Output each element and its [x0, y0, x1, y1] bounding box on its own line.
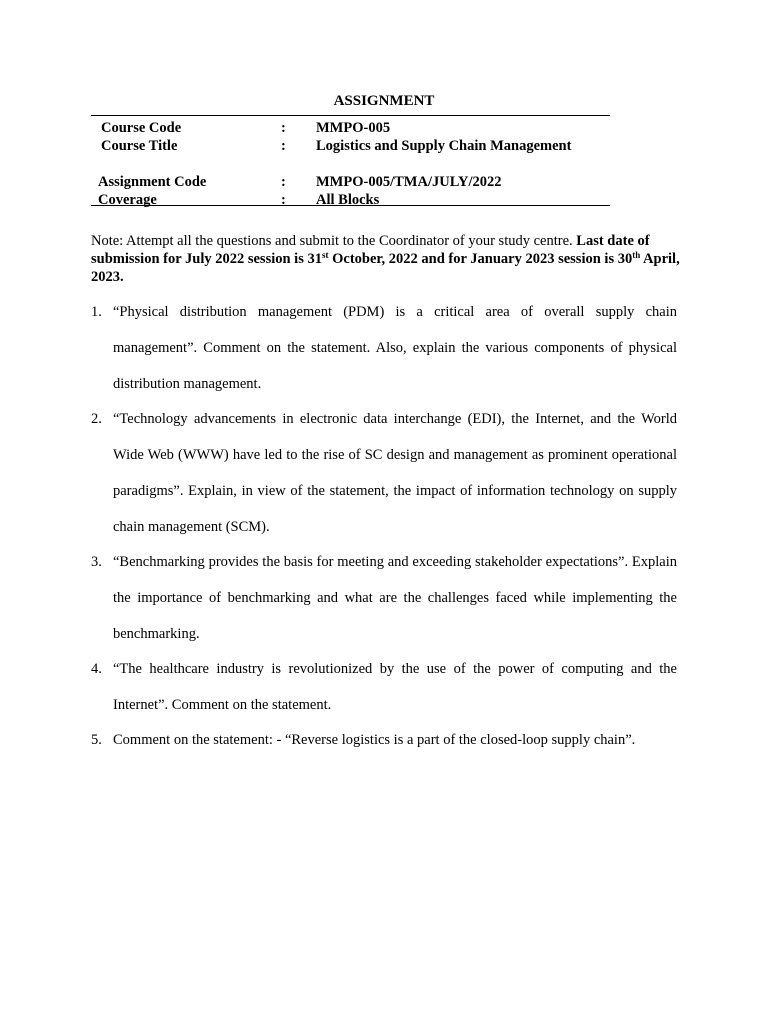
- assignment-heading: ASSIGNMENT: [333, 93, 435, 109]
- note-deadline: Last date of submission for July 2022 session is 31st October, 2022 and for January 2023 session is 30th April, 2023.: [91, 233, 680, 285]
- course-code-row: [91, 119, 610, 137]
- assignment-code-colon: :: [281, 174, 286, 190]
- question-number: 3.: [91, 554, 102, 570]
- question-text: “Physical distribution management (PDM) is a critical area of overall supply chain management”. Comment on the statement. Also, explain the various components of physical distribution management.: [113, 304, 677, 392]
- assignment-code-label: Assignment Code: [98, 174, 207, 190]
- course-code-colon: :: [281, 120, 286, 136]
- course-info-table: [91, 115, 610, 206]
- course-title-colon: :: [281, 138, 286, 154]
- question-text: Comment on the statement: - “Reverse logistics is a part of the closed-loop supply chain”.: [113, 732, 636, 748]
- question-item: [91, 544, 677, 652]
- course-code-label: Course Code: [101, 120, 182, 136]
- question-number: 1.: [91, 304, 102, 320]
- question-number: 5.: [91, 732, 102, 748]
- question-text: “The healthcare industry is revolutionized by the use of the power of computing and the Internet”. Comment on the statement.: [113, 661, 677, 713]
- question-number: 4.: [91, 661, 102, 677]
- submission-note: [91, 232, 691, 286]
- course-title-label: Course Title: [101, 138, 178, 154]
- course-code-value: MMPO-005: [316, 120, 391, 136]
- coverage-row: [91, 191, 610, 209]
- question-number: 2.: [91, 411, 102, 427]
- course-title-row: [91, 137, 610, 155]
- assignment-code-row: [91, 173, 610, 191]
- question-text: “Benchmarking provides the basis for meeting and exceeding stakeholder expectations”. Explain the importance of benchmarking and what are the challenges faced while implementing the benchmarking.: [113, 554, 677, 642]
- question-item: [91, 651, 677, 723]
- question-item: [91, 401, 677, 545]
- question-item: [91, 722, 677, 758]
- assignment-code-value: MMPO-005/TMA/JULY/2022: [316, 174, 502, 190]
- question-text: “Technology advancements in electronic data interchange (EDI), the Internet, and the World Wide Web (WWW) have led to the rise of SC design and management as prominent operational paradigms”. Explain, in view of the statement, the impact of information technology on supply chain management (SCM).: [113, 411, 677, 535]
- coverage-value: All Blocks: [316, 192, 380, 208]
- note-intro: Note: Attempt all the questions and submit to the Coordinator of your study centre.: [91, 233, 573, 249]
- coverage-colon: :: [281, 192, 286, 208]
- course-title-value: Logistics and Supply Chain Management: [316, 138, 572, 154]
- coverage-label: Coverage: [98, 192, 157, 208]
- question-item: [91, 294, 677, 402]
